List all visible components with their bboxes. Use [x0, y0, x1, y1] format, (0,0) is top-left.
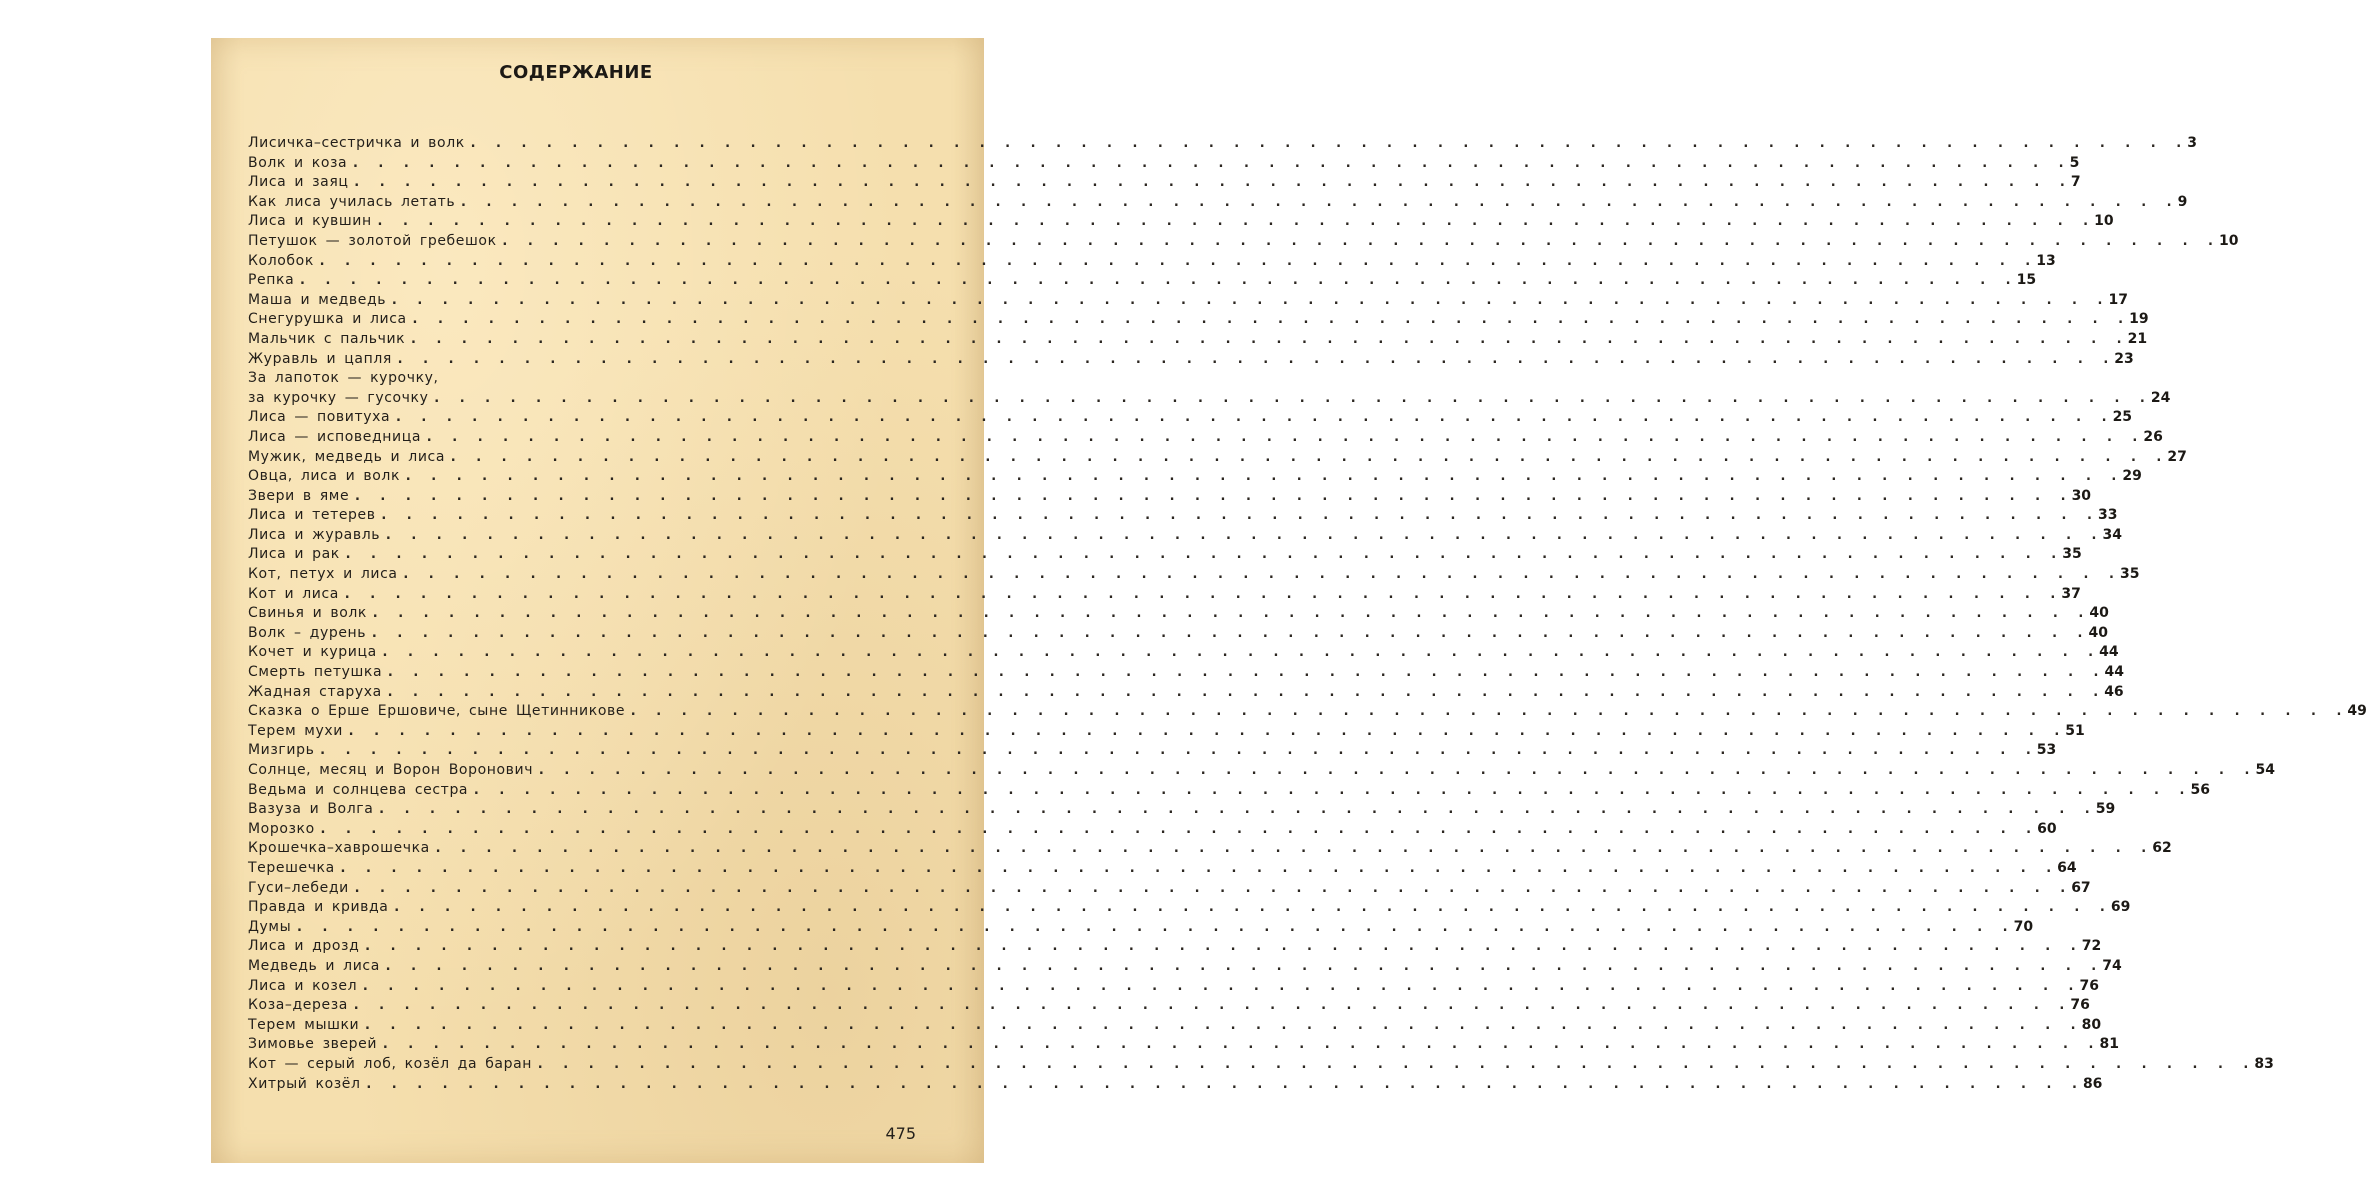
toc-entry-page-number: 21: [2127, 330, 2148, 347]
toc-entry-title: Зимовье зверей: [248, 1036, 378, 1053]
toc-entry-page-number: 33: [2097, 507, 2118, 524]
page-number: 475: [885, 1124, 916, 1143]
toc-entry-title: Репка: [248, 272, 295, 289]
toc-entry: [248, 604, 2109, 624]
toc-entry: [248, 212, 2114, 232]
toc-entry: [248, 800, 2116, 820]
dot-leader: . . . . . . . . . . . . . . . . . . . . . . . . . . . . . . . . . . . . . . . . . . . . . . . . . . . . . . . . . . . . . . . . . . . .: [375, 213, 2095, 230]
toc-entry-title: Жадная старуха: [248, 683, 382, 700]
toc-entry-page-number: 76: [2079, 977, 2099, 994]
toc-entry-title: Сказка о Ерше Ершовиче, сыне Щетинникове: [248, 703, 626, 720]
dot-leader: . . . . . . . . . . . . . . . . . . . . . . . . . . . . . . . . . . . . . . . . . . . . . . . . . . . . . . . . . . . . . . . . . . . .: [401, 566, 2120, 583]
toc-entry-title: Овца, лиса и волк: [248, 468, 401, 485]
dot-leader: . . . . . . . . . . . . . . . . . . . . . . . . . . . . . . . . . . . . . . . . . . . . . . . . . . . . . . . . . . . . . . . . . . . .: [318, 820, 2038, 837]
toc-entry-title: Колобок: [248, 252, 314, 269]
toc-entry: [248, 232, 2239, 252]
toc-entry-title: Лиса и журавль: [248, 526, 381, 543]
dot-leader: . . . . . . . . . . . . . . . . . . . . . . . . . . . . . . . . . . . . . . . . . . . . . . . . . . . . . . . . . . . . . . . . . . . .: [342, 585, 2062, 602]
toc-entry-page-number: 70: [2013, 918, 2034, 935]
toc-entry-page-number: 64: [2057, 859, 2077, 876]
dot-leader: . . . . . . . . . . . . . . . . . . . . . . . . . . . . . . . . . . . . . . . . . . . . . . . . . . . . . . . . . . . . . . . . . . . .: [395, 350, 2115, 367]
toc-entry-page-number: 25: [2112, 409, 2133, 426]
toc-entry-title: за курочку — гусочку: [248, 389, 429, 406]
dot-leader: . . . . . . . . . . . . . . . . . . . . . . . . . . . . . . . . . . . . . . . . . . . . . . . . . . . . . . . . . . . . . . . . . . . .: [317, 252, 2037, 269]
toc-entry-page-number: 15: [2016, 272, 2037, 289]
toc-entry-title: Медведь и лиса: [248, 957, 380, 974]
toc-entry-page-number: 34: [2102, 526, 2122, 543]
dot-leader: . . . . . . . . . . . . . . . . . . . . . . . . . . . . . . . . . . . . . . . . . . . . . . . . . . . . . . . . . . . . . . . . . . . .: [385, 683, 2105, 700]
toc-entry: [248, 585, 2081, 605]
toc-entry-title: Кочет и курица: [248, 644, 377, 661]
dot-leader: . . . . . . . . . . . . . . . . . . . . . . . . . . . . . . . . . . . . . . . . . . . . . . . . . . . . . . . . . . . . . . . . . . . .: [295, 918, 2014, 935]
toc-entry-page-number: 37: [2061, 585, 2081, 602]
toc-entry-title: Морозко: [248, 820, 315, 837]
toc-entry-page-number: 3: [2187, 135, 2197, 151]
toc-entry: [248, 683, 2124, 703]
dot-leader: . . . . . . . . . . . . . . . . . . . . . . . . . . . . . . . . . . . . . . . . . . . . . . . . . . . . . . . . . . . . . . . . . . . .: [298, 272, 2017, 289]
toc-entry: [248, 350, 2134, 370]
dot-leader: . . . . . . . . . . . . . . . . . . . . . . . . . . . . . . . . . . . . . . . . . . . . . . . . . . . . . . . . . . . . . . . . . . . .: [318, 742, 2037, 759]
toc-entry: [248, 643, 2119, 663]
toc-entry-title: Хитрый козёл: [248, 1075, 361, 1092]
toc-entry-title: Кот — серый лоб, козёл да баран: [248, 1055, 533, 1072]
toc-entry: [248, 702, 2367, 722]
toc-entry-page-number: 62: [2152, 840, 2172, 857]
toc-entry-page-number: 74: [2102, 957, 2122, 974]
dot-leader: . . . . . . . . . . . . . . . . . . . . . . . . . . . . . . . . . . . . . . . . . . . . . . . . . . . . . . . . . . . . . . . . . . . .: [390, 291, 2109, 308]
toc-entry-title: Лиса и кувшин: [248, 213, 372, 230]
toc-entry-page-number: 59: [2095, 801, 2116, 818]
toc-entry-title: Кот, петух и лиса: [248, 566, 398, 583]
toc-entry-page-number: 30: [2071, 487, 2092, 504]
dot-leader: . . . . . . . . . . . . . . . . . . . . . . . . . . . . . . . . . . . . . . . . . . . . . . . . . . . . . . . . . . . . . . . . . . . .: [343, 546, 2063, 563]
toc-entry: [248, 330, 2148, 350]
toc-entry: [248, 820, 2057, 840]
toc-entry: [248, 663, 2125, 683]
toc-entry: [248, 565, 2140, 585]
dot-leader: . . . . . . . . . . . . . . . . . . . . . . . . . . . . . . . . . . . . . . . . . . . . . . . . . . . . . . . . . . . . . . . . . . . .: [352, 174, 2071, 191]
toc-entry-title: Гуси–лебеди: [248, 879, 349, 896]
toc-entry-page-number: 5: [2069, 154, 2080, 171]
toc-entry-page-number: 51: [2065, 722, 2085, 739]
dot-leader: . . . . . . . . . . . . . . . . . . . . . . . . . . . . . . . . . . . . . . . . . . . . . . . . . . . . . . . . . . . . . . . . . . . .: [363, 1016, 2082, 1033]
toc-entry-title: Лисичка–сестричка и волк: [248, 135, 465, 151]
toc-entry-page-number: 83: [2254, 1055, 2274, 1072]
toc-entry-page-number: 44: [2104, 664, 2125, 681]
toc-entry-page-number: 24: [2150, 389, 2171, 406]
dot-leader: . . . . . . . . . . . . . . . . . . . . . . . . . . . . . . . . . . . . . . . . . . . . . . . . . . . . . . . . . . . . . . . . . . . .: [433, 840, 2153, 857]
toc-entry-page-number: 23: [2114, 350, 2134, 367]
toc-entry: [248, 428, 2163, 448]
toc-entry: [248, 1055, 2274, 1075]
dot-leader: . . . . . . . . . . . . . . . . . . . . . . . . . . . . . . . . . . . . . . . . . . . . . . . . . . . . . . . . . . . . . . . . . . . .: [351, 154, 2070, 171]
toc-entry-title: Лиса — исповедница: [248, 428, 422, 445]
dot-leader: . . . . . . . . . . . . . . . . . . . . . . . . . . . . . . . . . . . . . . . . . . . . . . . . . . . . . . . . . . . . . . . . . . . .: [536, 1055, 2255, 1072]
toc-entry-page-number: 29: [2122, 468, 2142, 485]
toc-entry-title: Правда и кривда: [248, 899, 389, 916]
dot-leader: . . . . . . . . . . . . . . . . . . . . . . . . . . . . . . . . . . . . . . . . . . . . . . . . . . . . . . . . . . . . . . . . . . . .: [380, 644, 2100, 661]
toc-entry-page-number: 17: [2108, 291, 2128, 308]
dot-leader: . . . . . . . . . . . . . . . . . . . . . . . . . . . . . . . . . . . . . . . . . . . . . . . . . . . . . . . . . . . . . . . . . . . .: [410, 311, 2130, 328]
dot-leader: . . . . . . . . . . . . . . . . . . . . . . . . . . . . . . . . . . . . . . . . . . . . . . . . . . . . . . . . . . . . . . . . . . . .: [338, 859, 2058, 876]
toc-entry-page-number: 40: [2089, 605, 2109, 622]
toc-entry-title: Думы: [248, 918, 292, 935]
dot-leader: . . . . . . . . . . . . . . . . . . . . . . . . . . . . . . . . . . . . . . . . . . . . . . . . . . . . . . . . . . . . . . . . . . . .: [346, 722, 2066, 739]
dot-leader: . . . . . . . . . . . . . . . . . . . . . . . . . . . . . . . . . . . . . . . . . . . . . . . . . . . . . . . . . . . . . . . . . . . .: [449, 448, 2168, 465]
toc-entry-page-number: 27: [2167, 448, 2187, 465]
toc-entry: [248, 996, 2090, 1016]
toc-entry-title: Коза–дереза: [248, 997, 348, 1014]
toc-entry: [248, 839, 2172, 859]
toc-entry-page-number: 40: [2088, 624, 2109, 641]
toc-entry-page-number: 81: [2099, 1036, 2119, 1053]
toc-entry-title: Мизгирь: [248, 742, 315, 759]
toc-entry: [248, 526, 2122, 546]
toc-entry-page-number: 44: [2099, 644, 2119, 661]
toc-entry-page-number: 19: [2129, 311, 2149, 328]
toc-entry: [248, 487, 2092, 507]
toc-entry: [248, 193, 2188, 213]
toc-entry: [248, 506, 2118, 526]
toc-entry-page-number: 80: [2081, 1016, 2102, 1033]
dot-leader: . . . . . . . . . . . . . . . . . . . . . . . . . . . . . . . . . . . . . . . . . . . . . . . . . . . . . . . . . . . . . . . . . . . .: [370, 624, 2089, 641]
toc-entry: [248, 252, 2056, 272]
toc-entry: [248, 408, 2133, 428]
toc-entry-page-number: 72: [2081, 938, 2102, 955]
toc-entry-title: Смерть петушка: [248, 664, 383, 681]
toc-entry-title: Лиса и козел: [248, 977, 358, 994]
dot-leader: . . . . . . . . . . . . . . . . . . . . . . . . . . . . . . . . . . . . . . . . . . . . . . . . . . . . . . . . . . . . . . . . . . . .: [629, 703, 2348, 720]
dot-leader: . . . . . . . . . . . . . . . . . . . . . . . . . . . . . . . . . . . . . . . . . . . . . . . . . . . . . . . . . . . . . . . . . . . .: [379, 507, 2098, 524]
toc-entry: [248, 134, 2197, 154]
dot-leader: . . . . . . . . . . . . . . . . . . . . . . . . . . . . . . . . . . . . . . . . . . . . . . . . . . . . . . . . . . . . . . . . . . . .: [377, 801, 2096, 818]
dot-leader: . . . . . . . . . . . . . . . . . . . . . . . . . . . . . . . . . . . . . . . . . . . . . . . . . . . . . . . . . . . . . . . . . . . .: [351, 997, 2071, 1014]
toc-entry: [248, 271, 2037, 291]
toc-entry: [248, 898, 2131, 918]
toc-entry-title: Крошечка–хаврошечка: [248, 840, 430, 857]
toc-entry: [248, 369, 928, 389]
dot-leader: . . . . . . . . . . . . . . . . . . . . . . . . . . . . . . . . . . . . . . . . . . . . . . . . . . . . . . . . . . . . . . . . . . . .: [459, 193, 2178, 210]
dot-leader: . . . . . . . . . . . . . . . . . . . . . . . . . . . . . . . . . . . . . . . . . . . . . . . . . . . . . . . . . . . . . . . . . . . .: [425, 428, 2144, 445]
dot-leader: . . . . . . . . . . . . . . . . . . . . . . . . . . . . . . . . . . . . . . . . . . . . . . . . . . . . . . . . . . . . . . . . . . . .: [468, 135, 2188, 151]
toc-entry-page-number: 9: [2177, 193, 2188, 210]
toc-entry: [248, 173, 2081, 193]
toc-entry: [248, 291, 2128, 311]
toc-entry: [248, 389, 2171, 409]
dot-leader: . . . . . . . . . . . . . . . . . . . . . . . . . . . . . . . . . . . . . . . . . . . . . . . . . . . . . . . . . . . . . . . . . . . .: [370, 605, 2090, 622]
toc-entry-title: Кот и лиса: [248, 585, 339, 602]
toc-entry-title: Солнце, месяц и Ворон Воронович: [248, 762, 534, 778]
dot-leader: . . . . . . . . . . . . . . . . . . . . . . . . . . . . . . . . . . . . . . . . . . . . . . . . . . . . . . . . . . . . . . . . . . . .: [500, 232, 2220, 249]
toc-entry-page-number: 69: [2110, 899, 2131, 916]
dot-leader: . . . . . . . . . . . . . . . . . . . . . . . . . . . . . . . . . . . . . . . . . . . . . . . . . . . . . . . . . . . . . . . . . . . .: [383, 957, 2103, 974]
toc-entry: [248, 310, 2149, 330]
dot-leader: . . . . . . . . . . . . . . . . . . . . . . . . . . . . . . . . . . . . . . . . . . . . . . . . . . . . . . . . . . . . . . . . . . . .: [352, 879, 2072, 896]
toc-entry-page-number: 56: [2190, 781, 2210, 798]
toc-entry: [248, 741, 2057, 761]
toc-entry-page-number: 67: [2071, 879, 2091, 896]
toc-entry-title: Терешечка: [248, 859, 335, 876]
toc-entry-page-number: 35: [2119, 566, 2140, 583]
toc-entry: [248, 467, 2142, 487]
toc-entry-page-number: 54: [2255, 762, 2275, 778]
toc-entry: [248, 1016, 2102, 1036]
toc-entry-title: Лиса и тетерев: [248, 507, 376, 524]
toc-entry-title: Лиса и заяц: [248, 174, 349, 191]
toc-entry-title: Лиса и дрозд: [248, 938, 360, 955]
toc-entry: [248, 761, 2275, 781]
dot-leader: . . . . . . . . . . . . . . . . . . . . . . . . . . . . . . . . . . . . . . . . . . . . . . . . . . . . . . . . . . . . . . . . . . . .: [409, 330, 2128, 347]
toc-entry: [248, 977, 2099, 997]
toc-entry-title: Мальчик с пальчик: [248, 330, 406, 347]
dot-leader: . . . . . . . . . . . . . . . . . . . . . . . . . . . . . . . . . . . . . . . . . . . . . . . . . . . . . . . . . . . . . . . . . . . .: [394, 409, 2113, 426]
toc-entry-title: Терем мышки: [248, 1016, 360, 1033]
toc-entry-title: Вазуза и Волга: [248, 801, 374, 818]
dot-leader: . . . . . . . . . . . . . . . . . . . . . . . . . . . . . . . . . . . . . . . . . . . . . . . . . . . . . . . . . . . . . . . . . . . .: [384, 526, 2103, 543]
toc-entry-title: Волк – дурень: [248, 624, 367, 641]
toc-entry-title: Терем мухи: [248, 722, 343, 739]
toc-entry-page-number: 49: [2347, 703, 2367, 720]
toc-entry-title: Мужик, медведь и лиса: [248, 448, 446, 465]
dot-leader: . . . . . . . . . . . . . . . . . . . . . . . . . . . . . . . . . . . . . . . . . . . . . . . . . . . . . . . . . . . . . . . . . . . .: [432, 389, 2151, 406]
dot-leader: . . . . . . . . . . . . . . . . . . . . . . . . . . . . . . . . . . . . . . . . . . . . . . . . . . . . . . . . . . . . . . . . . . . .: [537, 762, 2256, 778]
toc-entry: [248, 918, 2034, 938]
toc-entry: [248, 1035, 2119, 1055]
page-title: СОДЕРЖАНИЕ: [499, 62, 653, 83]
toc-entry: [248, 624, 2109, 644]
dot-leader: . . . . . . . . . . . . . . . . . . . . . . . . . . . . . . . . . . . . . . . . . . . . . . . . . . . . . . . . . . . . . . . . . . . .: [364, 1075, 2083, 1092]
toc-entry-title: Петушок — золотой гребешок: [248, 232, 497, 249]
toc-entry-title: Лиса — повитуха: [248, 409, 391, 426]
toc-entry: [248, 154, 2080, 174]
toc-entry-page-number: 53: [2036, 742, 2057, 759]
toc-entry: [248, 545, 2082, 565]
dot-leader: . . . . . . . . . . . . . . . . . . . . . . . . . . . . . . . . . . . . . . . . . . . . . . . . . . . . . . . . . . . . . . . . . . . .: [472, 781, 2191, 798]
toc-entry-page-number: 60: [2037, 820, 2057, 837]
toc-entry-title: Волк и коза: [248, 154, 348, 171]
toc-entry-title: Лиса и рак: [248, 546, 340, 563]
toc-entry: [248, 781, 2210, 801]
toc-entry-page-number: 46: [2104, 683, 2124, 700]
toc-entry: [248, 957, 2122, 977]
dot-leader: . . . . . . . . . . . . . . . . . . . . . . . . . . . . . . . . . . . . . . . . . . . . . . . . . . . . . . . . . . . . . . . . . . . .: [353, 487, 2072, 504]
toc-entry-page-number: 86: [2082, 1075, 2103, 1092]
toc-entry: [248, 1075, 2103, 1095]
dot-leader: . . . . . . . . . . . . . . . . . . . . . . . . . . . . . . . . . . . . . . . . . . . . . . . . . . . . . . . . . . . . . . . . . . . .: [363, 938, 2082, 955]
dot-leader: . . . . . . . . . . . . . . . . . . . . . . . . . . . . . . . . . . . . . . . . . . . . . . . . . . . . . . . . . . . . . . . . . . . .: [404, 468, 2123, 485]
toc-entry: [248, 722, 2085, 742]
toc-entry-title: Маша и медведь: [248, 291, 387, 308]
toc-entry-title: Снегурушка и лиса: [248, 311, 407, 328]
toc-entry: [248, 879, 2091, 899]
toc-entry-title: Свинья и волк: [248, 605, 367, 622]
toc-entry-page-number: 35: [2062, 546, 2082, 563]
toc-entry-page-number: 10: [2219, 232, 2239, 249]
dot-leader: . . . . . . . . . . . . . . . . . . . . . . . . . . . . . . . . . . . . . . . . . . . . . . . . . . . . . . . . . . . . . . . . . . . .: [381, 1036, 2100, 1053]
toc-entry-page-number: 7: [2070, 174, 2081, 191]
toc-entry-page-number: 13: [2036, 252, 2056, 269]
table-of-contents: [248, 134, 2367, 1094]
toc-entry-title: Ведьма и солнцева сестра: [248, 781, 469, 798]
dot-leader: . . . . . . . . . . . . . . . . . . . . . . . . . . . . . . . . . . . . . . . . . . . . . . . . . . . . . . . . . . . . . . . . . . . .: [361, 977, 2080, 994]
toc-entry-title: За лапоток — курочку,: [248, 370, 439, 387]
toc-entry-page-number: 26: [2143, 428, 2163, 445]
toc-entry: [248, 448, 2187, 468]
toc-entry-page-number: 76: [2070, 997, 2090, 1014]
toc-entry-title: Как лиса училась летать: [248, 193, 456, 210]
toc-entry: [248, 937, 2102, 957]
dot-leader: . . . . . . . . . . . . . . . . . . . . . . . . . . . . . . . . . . . . . . . . . . . . . . . . . . . . . . . . . . . . . . . . . . . .: [392, 899, 2111, 916]
toc-entry-page-number: 10: [2094, 213, 2114, 230]
toc-entry-title: Журавль и цапля: [248, 350, 392, 367]
dot-leader: . . . . . . . . . . . . . . . . . . . . . . . . . . . . . . . . . . . . . . . . . . . . . . . . . . . . . . . . . . . . . . . . . . . .: [386, 664, 2105, 681]
toc-entry-title: Звери в яме: [248, 487, 350, 504]
book-page: [211, 38, 2367, 1163]
toc-entry: [248, 859, 2077, 879]
